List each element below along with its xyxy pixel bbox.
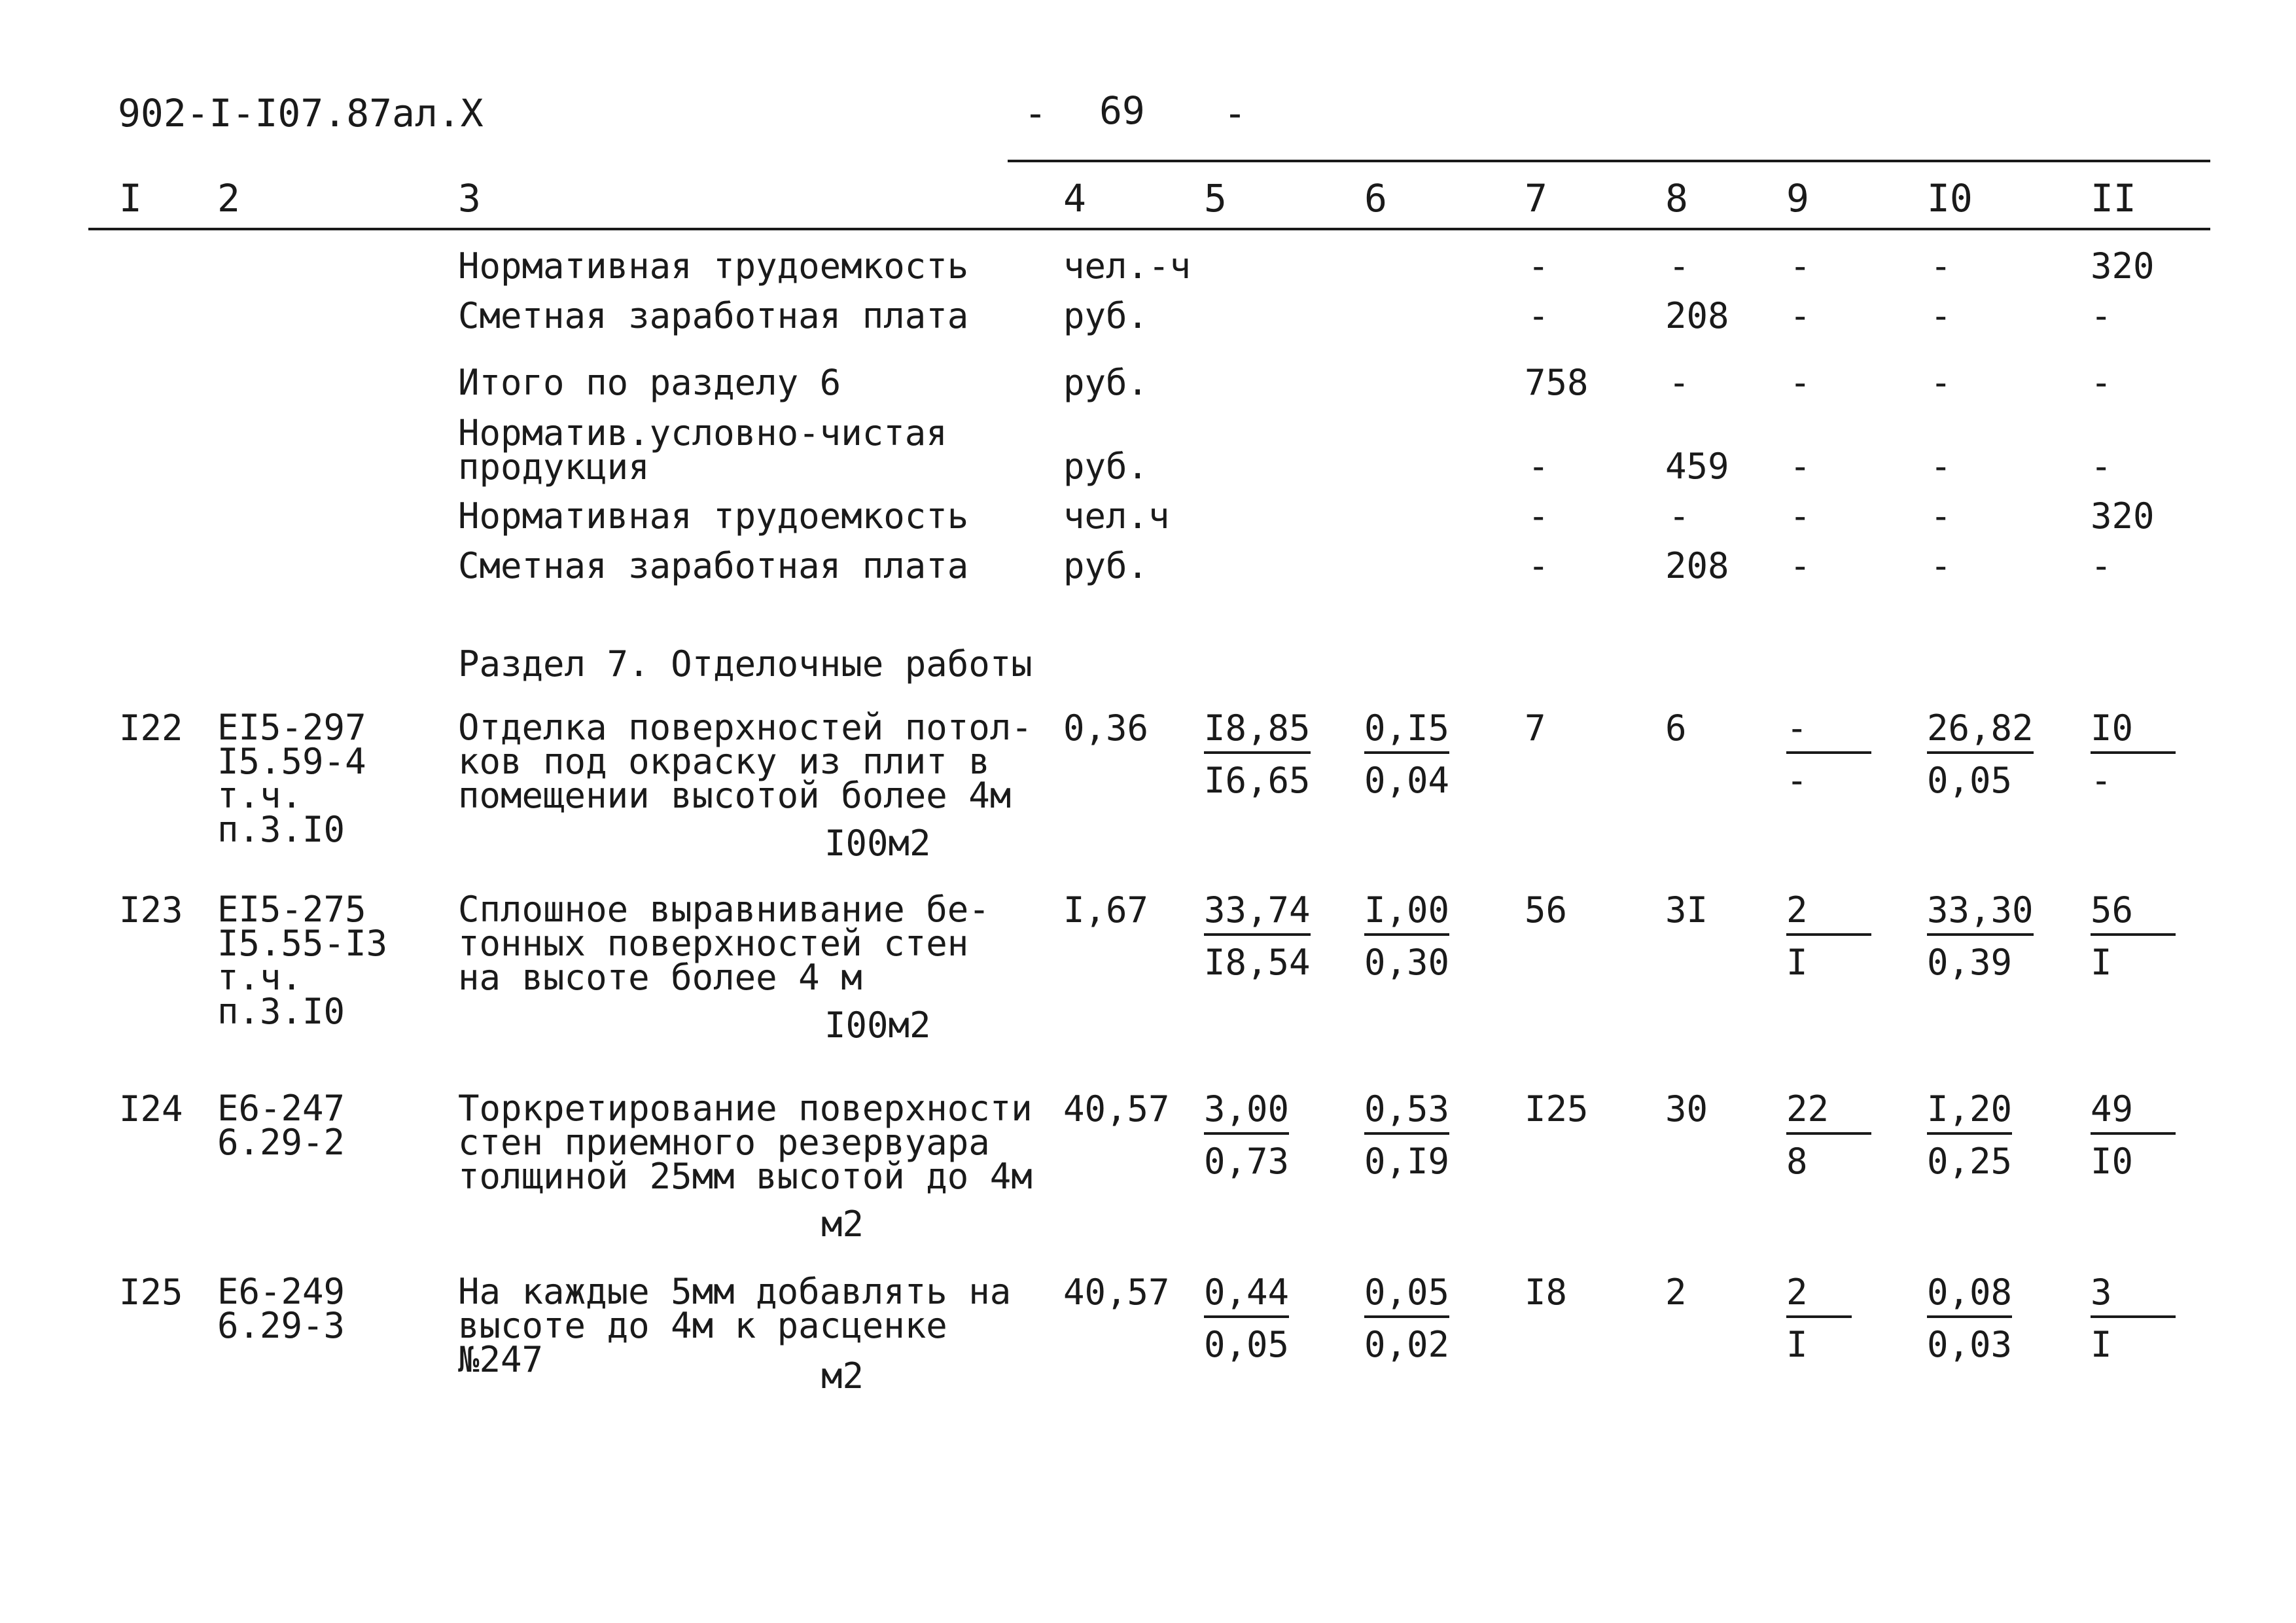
section-title: Раздел 7. Отделочные работы (458, 643, 1033, 685)
c6-numerator: 0,I5 (1364, 711, 1449, 754)
summary-c11: - (2091, 545, 2112, 586)
item-c11 (2091, 889, 2176, 983)
item-description: Сплошное выравнивание бе- тонных поверхностей стен на высоте более 4 м (458, 889, 990, 998)
item-description: Отделка поверхностей потол- ков под окраску из плит в помещении высотой более 4м (458, 707, 1033, 816)
summary-c11: - (2091, 362, 2112, 403)
c11-numerator: I0 (2091, 711, 2176, 754)
item-number: I22 (119, 707, 183, 749)
item-c6 (1364, 707, 1450, 801)
item-c6 (1364, 889, 1450, 983)
col-header-11: II (2091, 176, 2136, 221)
item-description: На каждые 5мм добавлять на высоте до 4м к расценке №247 (458, 1271, 1012, 1380)
summary-c7: - (1528, 446, 1549, 487)
summary-c10: - (1930, 245, 1952, 287)
summary-c11: 320 (2091, 245, 2155, 287)
col-header-7: 7 (1525, 176, 1547, 221)
c5-numerator: 0,44 (1204, 1275, 1289, 1318)
c9-numerator: 2 (1786, 893, 1871, 936)
item-c9 (1786, 707, 1871, 801)
item-code: E6-247 6.29-2 (217, 1088, 345, 1163)
c9-numerator: 22 (1786, 1092, 1871, 1135)
item-description: Торкретирование поверхности стен приемного резервуара толщиной 25мм высотой до 4м (458, 1088, 1033, 1197)
summary-c8: 208 (1665, 545, 1729, 586)
c5-denominator: 0,05 (1204, 1324, 1290, 1365)
c11-denominator: I (2091, 942, 2112, 983)
item-number: I25 (119, 1272, 183, 1313)
item-c11 (2091, 1272, 2176, 1365)
c10-denominator: 0,39 (1927, 942, 2013, 983)
item-c7: I8 (1525, 1272, 1568, 1313)
c9-denominator: - (1786, 760, 1808, 801)
item-c7: I25 (1525, 1088, 1589, 1130)
summary-text: Нормативная трудоемкость (458, 245, 969, 287)
col-header-9: 9 (1786, 176, 1809, 221)
item-unit: I00м2 (824, 1005, 931, 1046)
c10-denominator: 0,03 (1927, 1324, 2013, 1365)
summary-c8: - (1669, 245, 1690, 287)
c9-denominator: 8 (1786, 1141, 1808, 1182)
summary-text: Сметная заработная плата (458, 545, 969, 586)
item-c9 (1786, 889, 1871, 983)
item-c5 (1204, 889, 1311, 983)
item-code: EI5-275 I5.55-I3 т.ч. п.3.I0 (217, 889, 388, 1032)
summary-c10: - (1930, 362, 1952, 403)
c11-numerator: 3 (2091, 1275, 2176, 1318)
c11-numerator: 49 (2091, 1092, 2176, 1135)
c5-denominator: 0,73 (1204, 1141, 1290, 1182)
item-code: E6-249 6.29-3 (217, 1271, 345, 1346)
item-unit: м2 (821, 1204, 864, 1245)
summary-c9: - (1790, 446, 1811, 487)
item-unit: I00м2 (824, 823, 931, 864)
item-c9 (1786, 1272, 1852, 1365)
item-number: I23 (119, 889, 183, 931)
item-c7: 7 (1525, 707, 1546, 749)
summary-c9: - (1790, 245, 1811, 287)
summary-c7: - (1528, 495, 1549, 537)
c10-numerator: 33,30 (1927, 893, 2034, 936)
item-c8: 2 (1665, 1272, 1687, 1313)
item-c8: 30 (1665, 1088, 1708, 1130)
summary-c9: - (1790, 545, 1811, 586)
summary-c8: 208 (1665, 295, 1729, 336)
header-bottom-rule (88, 228, 2210, 230)
c9-denominator: I (1786, 942, 1808, 983)
summary-unit: чел.ч (1063, 495, 1170, 537)
summary-c9: - (1790, 495, 1811, 537)
summary-c7: - (1528, 245, 1549, 287)
c10-numerator: 0,08 (1927, 1275, 2012, 1318)
item-c10 (1927, 1272, 2013, 1365)
col-header-1: I (119, 176, 142, 221)
item-c4: I,67 (1063, 889, 1149, 931)
dash-right: - (1224, 91, 1246, 135)
summary-c7: - (1528, 545, 1549, 586)
item-c6 (1364, 1272, 1450, 1365)
col-header-8: 8 (1665, 176, 1688, 221)
c11-denominator: - (2091, 760, 2112, 801)
item-c5 (1204, 1272, 1290, 1365)
item-number: I24 (119, 1088, 183, 1130)
summary-unit: руб. (1063, 545, 1149, 586)
item-c5 (1204, 1088, 1290, 1182)
item-c4: 40,57 (1063, 1272, 1170, 1313)
col-header-6: 6 (1364, 176, 1387, 221)
item-c5 (1204, 707, 1311, 801)
c6-numerator: 0,05 (1364, 1275, 1449, 1318)
top-rule (1008, 160, 2210, 162)
item-c7: 56 (1525, 889, 1568, 931)
col-header-2: 2 (217, 176, 240, 221)
summary-unit: руб. (1063, 362, 1149, 403)
c5-denominator: I6,65 (1204, 760, 1311, 801)
summary-c8: - (1669, 362, 1690, 403)
c10-denominator: 0,05 (1927, 760, 2013, 801)
summary-c10: - (1930, 295, 1952, 336)
summary-c7: 758 (1525, 362, 1589, 403)
summary-c7: - (1528, 295, 1549, 336)
item-c6 (1364, 1088, 1450, 1182)
item-c10 (1927, 1088, 2013, 1182)
item-c9 (1786, 1088, 1871, 1182)
item-c4: 40,57 (1063, 1088, 1170, 1130)
summary-c10: - (1930, 446, 1952, 487)
col-header-5: 5 (1204, 176, 1227, 221)
item-c8: 3I (1665, 889, 1708, 931)
c5-numerator: 3,00 (1204, 1092, 1289, 1135)
c11-denominator: I (2091, 1324, 2112, 1365)
c6-denominator: 0,04 (1364, 760, 1450, 801)
summary-unit: руб. (1063, 446, 1149, 487)
page-number: 69 (1099, 88, 1145, 133)
c9-numerator: - (1786, 711, 1871, 754)
c11-denominator: I0 (2091, 1141, 2134, 1182)
summary-c9: - (1790, 295, 1811, 336)
summary-c10: - (1930, 545, 1952, 586)
c5-numerator: I8,85 (1204, 711, 1311, 754)
c6-denominator: 0,I9 (1364, 1141, 1450, 1182)
item-c4: 0,36 (1063, 707, 1149, 749)
c6-denominator: 0,02 (1364, 1324, 1450, 1365)
summary-text: Итого по разделу 6 (458, 362, 841, 403)
c6-numerator: 0,53 (1364, 1092, 1449, 1135)
item-c8: 6 (1665, 707, 1687, 749)
c5-denominator: I8,54 (1204, 942, 1311, 983)
item-c10 (1927, 889, 2034, 983)
c11-numerator: 56 (2091, 893, 2176, 936)
summary-unit: руб. (1063, 295, 1149, 336)
summary-c8: 459 (1665, 446, 1729, 487)
c10-numerator: I,20 (1927, 1092, 2012, 1135)
summary-c10: - (1930, 495, 1952, 537)
summary-text: Сметная заработная плата (458, 295, 969, 336)
item-code: EI5-297 I5.59-4 т.ч. п.3.I0 (217, 707, 366, 850)
summary-text: Норматив.условно-чистая продукция (458, 412, 947, 488)
col-header-4: 4 (1063, 176, 1086, 221)
col-header-3: 3 (458, 176, 481, 221)
col-header-10: I0 (1927, 176, 1973, 221)
item-c10 (1927, 707, 2034, 801)
c9-numerator: 2 (1786, 1275, 1852, 1318)
dash-left: - (1024, 91, 1047, 135)
summary-c11: 320 (2091, 495, 2155, 537)
c10-denominator: 0,25 (1927, 1141, 2013, 1182)
item-c11 (2091, 1088, 2176, 1182)
summary-c11: - (2091, 446, 2112, 487)
summary-c8: - (1669, 495, 1690, 537)
summary-c9: - (1790, 362, 1811, 403)
c10-numerator: 26,82 (1927, 711, 2034, 754)
summary-text: Нормативная трудоемкость (458, 495, 969, 537)
c6-numerator: I,00 (1364, 893, 1449, 936)
c6-denominator: 0,30 (1364, 942, 1450, 983)
document-code: 902-I-I07.87ал.X (118, 91, 484, 135)
item-c11 (2091, 707, 2176, 801)
c9-denominator: I (1786, 1324, 1808, 1365)
c5-numerator: 33,74 (1204, 893, 1311, 936)
summary-unit: чел.-ч (1063, 245, 1192, 287)
summary-c11: - (2091, 295, 2112, 336)
item-unit: м2 (821, 1355, 864, 1397)
